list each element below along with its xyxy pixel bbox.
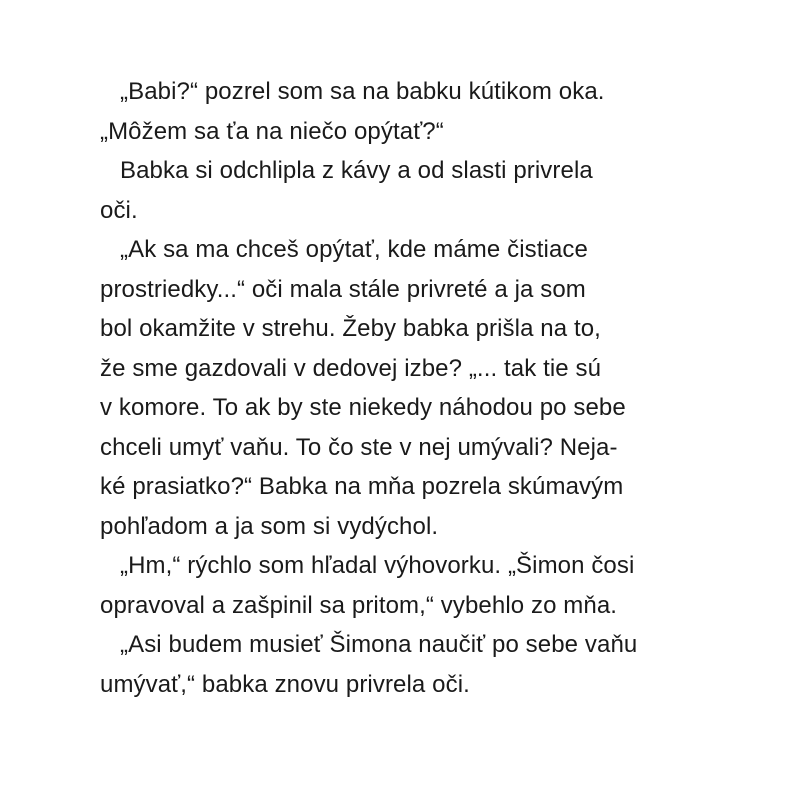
text-line: „Babi?“ pozrel som sa na babku kútikom oka. — [120, 78, 605, 105]
text-line: „Môžem sa ťa na niečo opýtať?“ — [100, 117, 444, 145]
text-line: Babka si odchlipla z kávy a od slasti privrela — [120, 157, 593, 184]
text-line: pohľadom a ja som si vydýchol. — [100, 512, 439, 540]
text-line: „Hm,“ rýchlo som hľadal výhovorku. „Šimon čosi — [120, 552, 635, 579]
text-line: opravoval a zašpinil sa pritom,“ vybehlo zo mňa. — [100, 591, 618, 619]
text-line: „Asi budem musieť Šimona naučiť po sebe vaňu — [120, 631, 638, 658]
text-line: prostriedky...“ oči mala stále privreté a ja som — [100, 275, 586, 303]
text-line: umývať,“ babka znovu privrela oči. — [100, 670, 470, 698]
text-line: že sme gazdovali v dedovej izbe? „... tak tie sú — [100, 354, 602, 382]
text-line: v komore. To ak by ste niekedy náhodou po sebe — [100, 394, 626, 421]
text-line: ké prasiatko?“ Babka na mňa pozrela skúmavým — [100, 473, 624, 500]
text-line: „Ak sa ma chceš opýtať, kde máme čistiace — [120, 236, 588, 263]
story-text — [100, 72, 720, 704]
text-line: bol okamžite v strehu. Žeby babka prišla na to, — [100, 315, 601, 342]
text-line: oči. — [100, 196, 138, 224]
text-line: chceli umyť vaňu. To čo ste v nej umývali? Neja- — [100, 433, 618, 461]
